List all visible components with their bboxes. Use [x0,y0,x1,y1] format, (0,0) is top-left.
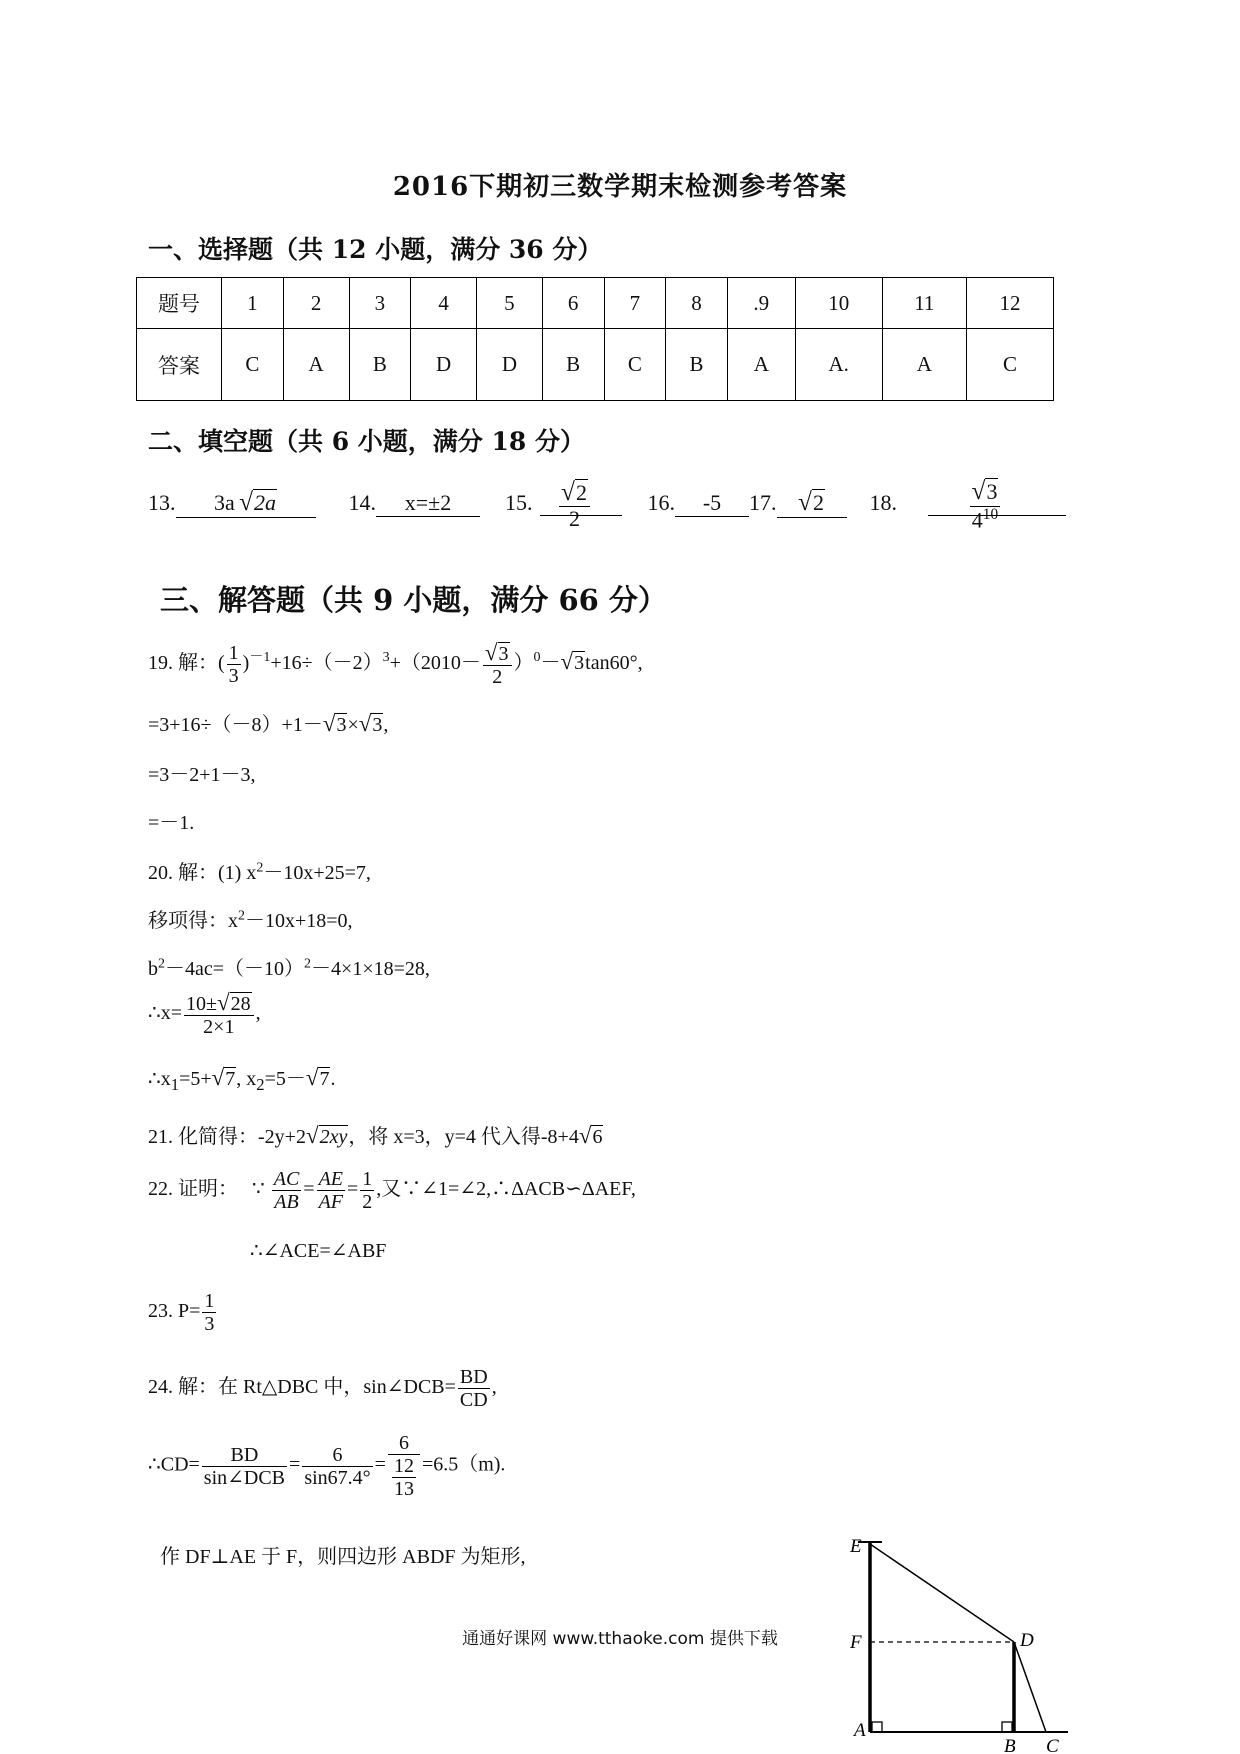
q14-label: 14. [348,490,376,516]
table-cell: 7 [604,278,666,329]
q22-line-1: 22. 证明： ∵ $\frac{AC}{AB}$ = $\frac{AE}{AF}$ = $\frac{1}{2}$ ,又∵∠1=∠2,∴ΔACB∽ΔAEF, [148,1168,636,1213]
row-label-number: 题号 [137,278,222,329]
q18-blank-line [928,515,1066,516]
table-cell: C [604,329,666,401]
q15-answer: $\frac{√2}{2}$ [533,479,617,532]
fill-in-answers [148,478,1073,532]
q24-line-1: 24. 解：在 Rt△DBC 中，sin∠DCB= $\frac{BD}{CD}$ , [148,1366,497,1411]
q21-line: 21. 化简得：-2y+2√2xy，将 x=3，y=4 代入得-8+4√6 [148,1123,603,1148]
table-cell: A [283,329,349,401]
label-a: A [854,1720,866,1741]
table-row-numbers [137,278,1054,329]
label-d: D [1020,1630,1034,1651]
q13-answer: 3a √2a [176,488,316,518]
right-angle-a [872,1722,882,1732]
table-cell: B [542,329,604,401]
q18-label: 18. [869,490,897,516]
table-cell: 3 [349,278,411,329]
q24-line-2: ∴CD= $\frac{BD}{\text{sin∠DCB}}$ = $\frac{6}{\sin 67.4^\circ}$ = $\frac{6}{\frac{12}{13}}$ =6.5（m). [148,1432,506,1500]
answer-table [136,277,1054,401]
q19-line-4: =－1. [148,812,195,834]
q17-radicand: 2 [812,490,824,516]
q20-line-4: ∴x= $\frac{10\pm√28}{2\times 1}$ , [148,990,261,1039]
q17-label: 17. [749,490,777,516]
label-e: E [850,1536,862,1557]
q13-coef: 3a [213,490,235,516]
q17-answer: √2 [777,488,847,518]
q16-label: 16. [647,490,675,516]
table-cell: 10 [795,278,882,329]
q16-answer: -5 [675,490,749,517]
q18-answer: $\frac{√3}{4^{10}}$ [897,478,1073,532]
table-cell: C [966,329,1053,401]
q15-denominator: 2 [568,506,580,532]
q19-line-1: 19. 解：( $\frac{1}{3}$ )$^{-1}+16\div(-2)^3+(2010-$ $\frac{√3}{2}$ ）$^0$－√3tan60°, [148,640,643,689]
q24-line-3: 作 DF⊥AE 于 F，则四边形 ABDF 为矩形, [160,1546,526,1568]
page-title: 2016下期初三数学期末检测参考答案 [392,172,848,202]
right-angle-b [1002,1722,1012,1732]
table-cell: A [882,329,966,401]
footer-credit: 通通好课网 www.tthaoke.com 提供下载 [462,1629,778,1649]
section-1-heading: 一、选择题（共 12 小题，满分 36 分） [148,235,603,264]
q15-label: 15. [505,490,533,516]
q13-label: 13. [148,490,176,516]
table-cell: .9 [727,278,795,329]
q20-line-5: $\therefore x_1=5+√7$, $x_2=5-√7$. [148,1065,336,1094]
table-cell: B [666,329,728,401]
q22-line-2: ∴∠ACE=∠ABF [250,1240,387,1262]
q15-blank-line [540,515,622,516]
table-row-answers [137,329,1054,401]
q15-numerator: 2 [575,479,587,505]
table-cell: 1 [222,278,284,329]
q14-answer: x=±2 [376,490,480,517]
table-cell: D [411,329,477,401]
table-cell: B [349,329,411,401]
table-cell: A [727,329,795,401]
q20-line-1: 20. 解：(1) $x^2-10x+25=7$, [148,860,371,884]
label-f: F [850,1632,862,1653]
table-cell: 8 [666,278,728,329]
q13-radicand: 2a [254,490,277,516]
table-cell: 2 [283,278,349,329]
q20-line-3: $b^2-4ac=(-10)^2-4\times 1\times 18=28$, [148,956,430,980]
q19-line-3: =3－2+1－3, [148,764,256,786]
row-label-answer: 答案 [137,329,222,401]
section-3-heading: 三、解答题（共 9 小题，满分 66 分） [160,583,667,617]
q18-exponent: 10 [982,505,999,523]
table-cell: 4 [411,278,477,329]
q18-numerator: 3 [986,479,998,504]
q20-line-2: 移项得：$x^2-10x+18=0$, [148,908,353,932]
label-c: C [1046,1736,1059,1754]
q18-denominator: 4 [971,507,983,533]
table-cell: 5 [477,278,543,329]
q23-line: 23. P= $\frac{1}{3}$ [148,1290,215,1335]
table-cell: A. [795,329,882,401]
table-cell: 6 [542,278,604,329]
table-cell: C [222,329,284,401]
segment-dc [1014,1642,1046,1732]
table-cell: 11 [882,278,966,329]
table-cell: D [477,329,543,401]
section-2-heading: 二、填空题（共 6 小题，满分 18 分） [148,427,586,456]
label-b: B [1004,1736,1016,1754]
q19-line-2: =3+16÷（－8）+1－√3×√3, [148,711,389,736]
table-cell: 12 [966,278,1053,329]
